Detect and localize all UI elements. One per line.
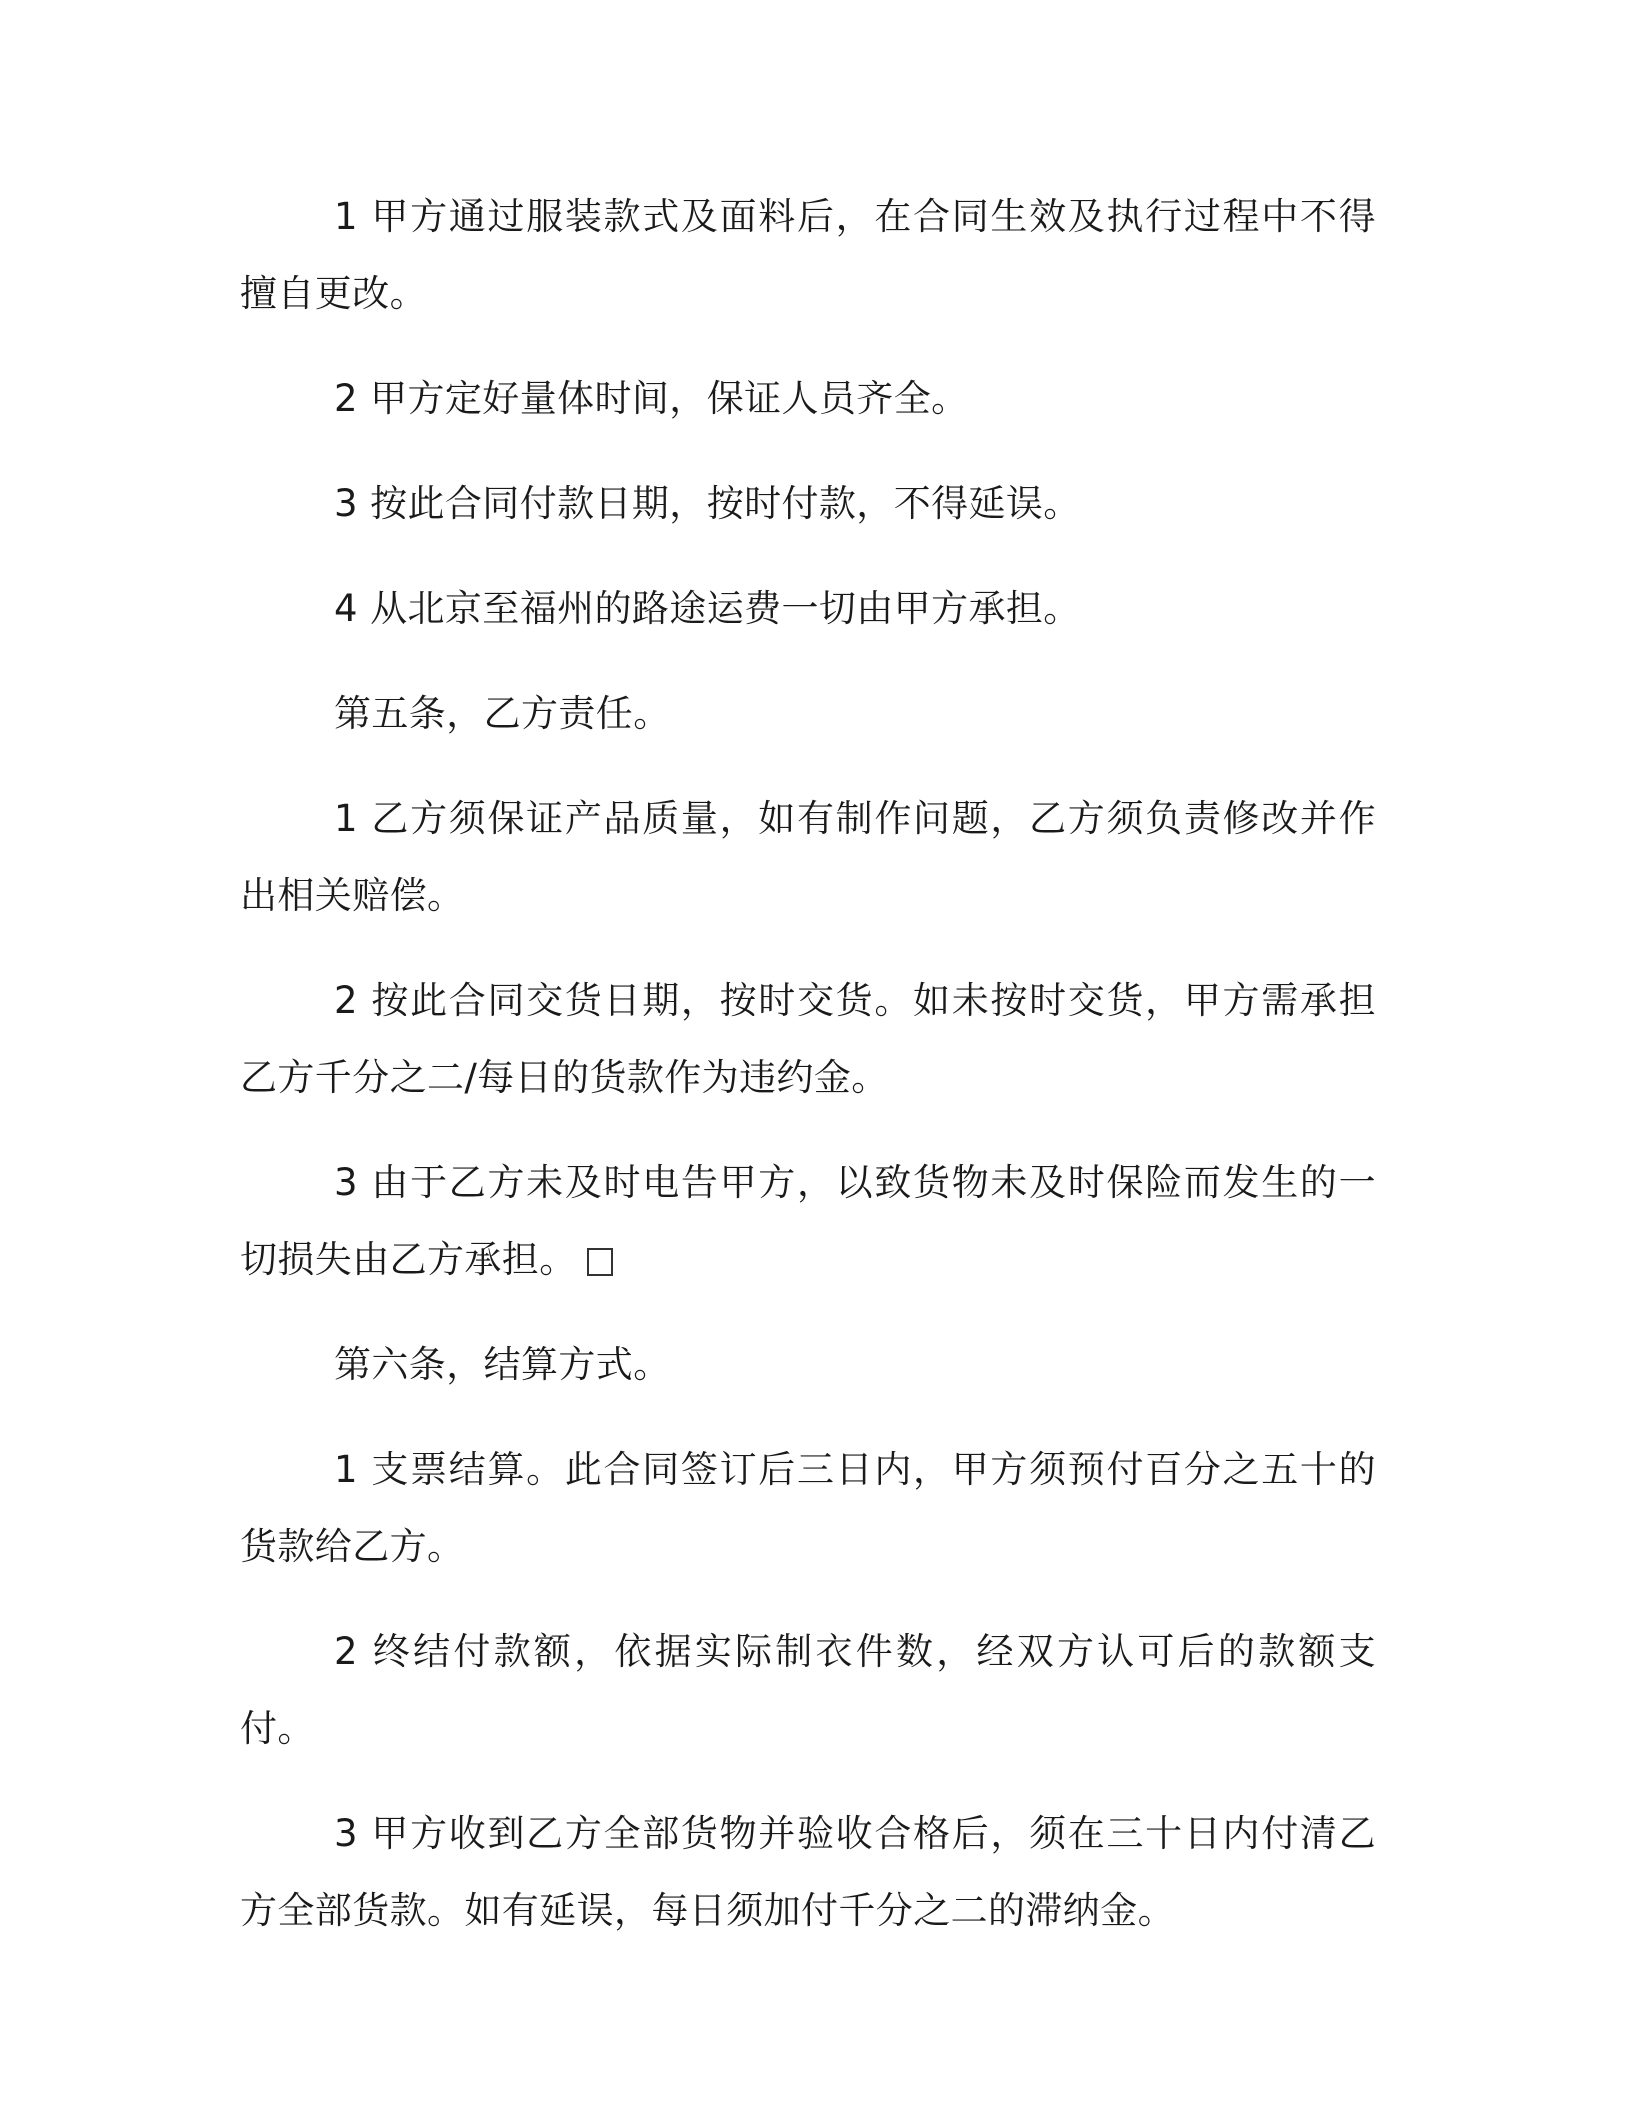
clause-5-heading: 第五条，乙方责任。 [334, 692, 671, 735]
document-body [240, 178, 1376, 1949]
clause-4-item-2: 2 甲方定好量体时间，保证人员齐全。 [334, 377, 969, 420]
clause-5-item-3-wrapper [240, 1144, 1376, 1298]
clause-6-heading: 第六条，结算方式。 [334, 1343, 671, 1386]
missing-glyph-box-icon [587, 1248, 613, 1276]
clause-4-item-4: 4 从北京至福州的路途运费一切由甲方承担。 [334, 587, 1081, 630]
clause-4-item-1: 1 甲方通过服装款式及面料后，在合同生效及执行过程中不得擅自更改。 [240, 195, 1376, 315]
clause-6-item-3: 3 甲方收到乙方全部货物并验收合格后，须在三十日内付清乙方全部货款。如有延误，每日须加付千分之二的滞纳金。 [240, 1812, 1376, 1932]
clause-6-item-1: 1 支票结算。此合同签订后三日内，甲方须预付百分之五十的货款给乙方。 [240, 1448, 1376, 1568]
clause-6-item-2: 2 终结付款额，依据实际制衣件数，经双方认可后的款额支付。 [240, 1630, 1376, 1750]
clause-4-item-3: 3 按此合同付款日期，按时付款，不得延误。 [334, 482, 1081, 525]
clause-5-item-3: 3 由于乙方未及时电告甲方，以致货物未及时保险而发生的一切损失由乙方承担。 [240, 1161, 1376, 1281]
clause-5-item-2: 2 按此合同交货日期，按时交货。如未按时交货，甲方需承担乙方千分之二/每日的货款作为违约金。 [240, 979, 1376, 1099]
clause-5-item-1: 1 乙方须保证产品质量，如有制作问题，乙方须负责修改并作出相关赔偿。 [240, 797, 1376, 917]
